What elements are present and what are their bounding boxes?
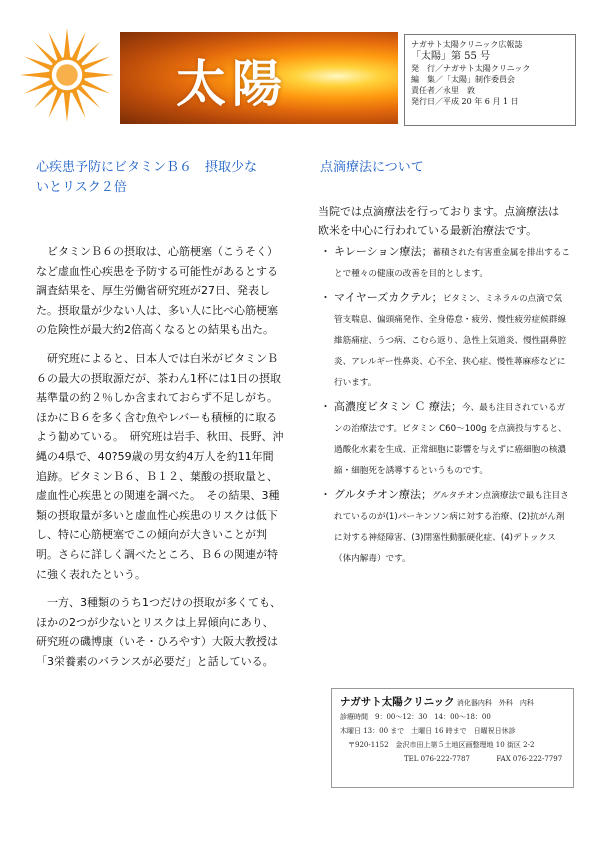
clinic-name-row — [332, 695, 573, 710]
clinic-fax: FAX 076-222-7797 — [496, 755, 563, 763]
list-item-desc: ビタミン、ミネラルの点滴で気管支喘息、偏頭痛発作、全身倦怠・疲労、慢性疲労症候群線維筋痛症、うつ病、こむら返り、急性上気道炎、慢性副鼻腔炎、アレルギー性鼻炎、心不全、狭心症、慢性蕁麻疹などに行います。 — [334, 294, 567, 388]
info-line-publication: ナガサト太陽クリニック広報誌 — [411, 40, 523, 49]
left-article-title-line2: いとリスク２倍 — [36, 180, 127, 195]
list-item-name: キレーション療法； — [334, 245, 433, 258]
left-article-title — [36, 158, 298, 198]
info-line-editor: 編 集／「太陽」制作委員会 — [411, 75, 515, 84]
list-item-desc: グルタチオン点滴療法で最も注目されているのが(1)パーキンソン病に対する治療、(2)抗がん剤に対する神経障害、(3)閉塞性動脈硬化症、(4)デトックス（体内解毒）です。 — [334, 491, 569, 564]
clinic-phone-row — [332, 752, 573, 766]
left-article-title-line1: 心疾患予防にビタミンＢ６ 摂取少な — [36, 160, 258, 175]
sun-logo-icon — [18, 26, 116, 124]
publication-info-box — [404, 34, 576, 126]
list-item-name: マイヤーズカクテル； — [334, 291, 443, 304]
list-item-desc: 蓄積された有害重金属を排出することで種々の健康の改善を目的とします。 — [334, 248, 570, 279]
list-item — [318, 242, 570, 284]
bullet: ・ — [320, 291, 331, 304]
list-item — [318, 397, 570, 481]
bullet: ・ — [320, 245, 331, 258]
info-line-issue: 「太陽」第 55 号 — [411, 51, 491, 62]
list-item-desc: 今、最も注目されているガンの治療法です。ビタミン C60～100g を点滴投与すると、過酸化水素を生成、正常細胞に影響を与えずに癌細胞の核濃縮・細胞死を誘導するというものです。 — [334, 403, 567, 476]
left-article-paragraph-3: 一方、3種類のうち1つだけの摂取が多くても、ほかの2つが少ないとリスクは上昇傾向にあり、研究班の磯博康（いそ・ひろやす）大阪大教授は「3栄養素のバランスが必要だ」と話している。 — [36, 596, 281, 668]
right-article-intro: 当院では点滴療法を行っております。点滴療法は欧米を中心に行われている最新治療法です。 — [318, 205, 560, 237]
info-line-date: 発行日／平成 20 年 6 月 1 日 — [411, 97, 519, 106]
clinic-address: 〒920-1152 金沢市田上第５土地区画整理地 10 街区 2-2 — [348, 741, 535, 749]
clinic-hours-1: 診療時間 9：00～12：30 14：00～18：00 — [340, 713, 491, 721]
clinic-info-card — [331, 688, 574, 788]
info-line-publisher: 発 行／ナガサト太陽クリニック — [411, 64, 531, 73]
list-item — [318, 485, 570, 569]
clinic-departments: 消化器内科 外科 内科 — [456, 699, 534, 707]
list-item-name: グルタチオン療法； — [334, 488, 433, 501]
clinic-name: ナガサト太陽クリニック — [340, 696, 455, 708]
right-article-body — [318, 202, 570, 569]
info-line-responsible: 責任者／永里 敦 — [411, 86, 475, 95]
left-article-paragraph-1: ビタミンＢ６の摂取は、心筋梗塞（こうそく）など虚血性心疾患を予防する可能性があるとする調査結果を、厚生労働省研究班が27日、発表した。摂取量が少ない人は、多い人に比べ心筋梗塞の危険性が最大約2倍高くなるとの結果も出た。 — [36, 245, 278, 337]
list-item-name: 高濃度ビタミン Ｃ 療法； — [334, 400, 462, 413]
clinic-tel: TEL 076-222-7787 — [404, 755, 470, 763]
left-article-paragraph-2: 研究班によると、日本人では白米がビタミンＢ６の最大の摂取源だが、茶わん1杯には1日の摂取基準量の約２％しか含まれておらず不足しがち。ほかにＢ６を多く含む魚やレバーも積極的に取るよう勧めている。 研究班は岩手、秋田、長野、沖縄の4県で、40?59歳の男女約4万人を約11年間追跡。ビタミンＢ６、Ｂ１２、葉酸の摂取量と、虚血性心疾患との関連を調べた。 その結果、3種類の摂取量が多いと虚血性心疾患のリスクは低下し、特に心筋梗塞でこの傾向が大きいことが判明。さらに詳しく調べたところ、Ｂ６の関連が特に強く表れたという。 — [36, 351, 284, 581]
clinic-hours-2: 木曜日 13：00 まで 土曜日 16 時まで 日曜祝日休診 — [340, 727, 516, 735]
left-article-body — [36, 242, 284, 671]
bullet: ・ — [320, 488, 331, 501]
list-item — [318, 288, 570, 393]
right-article-title: 点滴療法について — [320, 160, 424, 175]
banner-title: 太陽 — [176, 54, 288, 113]
bullet: ・ — [320, 400, 331, 413]
